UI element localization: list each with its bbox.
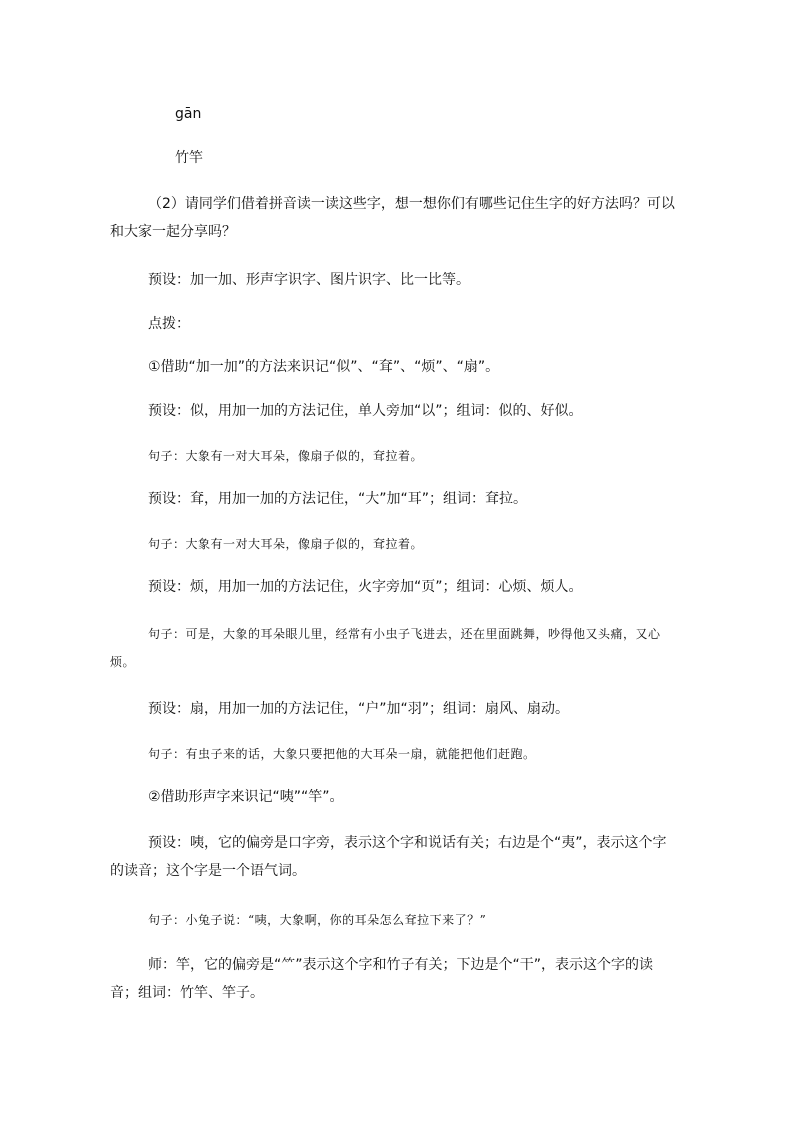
pinyin-gan: gān — [175, 106, 202, 122]
sentence-fan: 句子：可是，大象的耳朵眼儿里，经常有小虫子飞进去，还在里面跳舞，吵得他又头痛，又心烦。 — [110, 627, 661, 669]
sentence-da: 句子：大象有一对大耳朵，像扇子似的，耷拉着。 — [148, 537, 424, 551]
preset-methods: 预设：加一加、形声字识字、图片识字、比一比等。 — [148, 272, 470, 288]
method-2-heading: ②借助形声字来识记“咦”“竿”。 — [148, 789, 344, 805]
teacher-gan: 师：竿，它的偏旁是“⺮”表示这个字和竹子有关；下边是个“干”，表示这个字的读音；组词：竹竿、竿子。 — [110, 957, 654, 1001]
sentence-si: 句子：大象有一对大耳朵，像扇子似的，耷拉着。 — [148, 449, 424, 463]
preset-si: 预设：似，用加一加的方法记住，单人旁加“以”；组词：似的、好似。 — [148, 403, 583, 419]
sentence-shan: 句子：有虫子来的话，大象只要把他的大耳朵一扇，就能把他们赶跑。 — [148, 747, 536, 761]
question-2: （2）请同学们借着拼音读一读这些字，想一想你们有哪些记住生字的好方法吗？可以和大家一起分享吗？ — [110, 196, 675, 240]
preset-yi: 预设：咦，它的偏旁是口字旁，表示这个字和说话有关；右边是个“夷”，表示这个字的读音；这个字是一个语气词。 — [110, 835, 667, 879]
preset-fan: 预设：烦，用加一加的方法记住，火字旁加“页”；组词：心烦、烦人。 — [148, 579, 583, 595]
hint-label: 点拨： — [148, 316, 190, 332]
preset-shan: 预设：扇，用加一加的方法记住，“户”加“羽”；组词：扇风、扇动。 — [148, 701, 570, 717]
method-1-heading: ①借助“加一加”的方法来识记“似”、“耷”、“烦”、“扇”。 — [148, 359, 500, 375]
preset-da: 预设：耷，用加一加的方法记住，“大”加“耳”；组词：耷拉。 — [148, 491, 528, 507]
word-zhugan: 竹竿 — [175, 150, 203, 166]
sentence-yi: 句子：小兔子说：“咦，大象啊，你的耳朵怎么耷拉下来了？” — [148, 913, 487, 927]
